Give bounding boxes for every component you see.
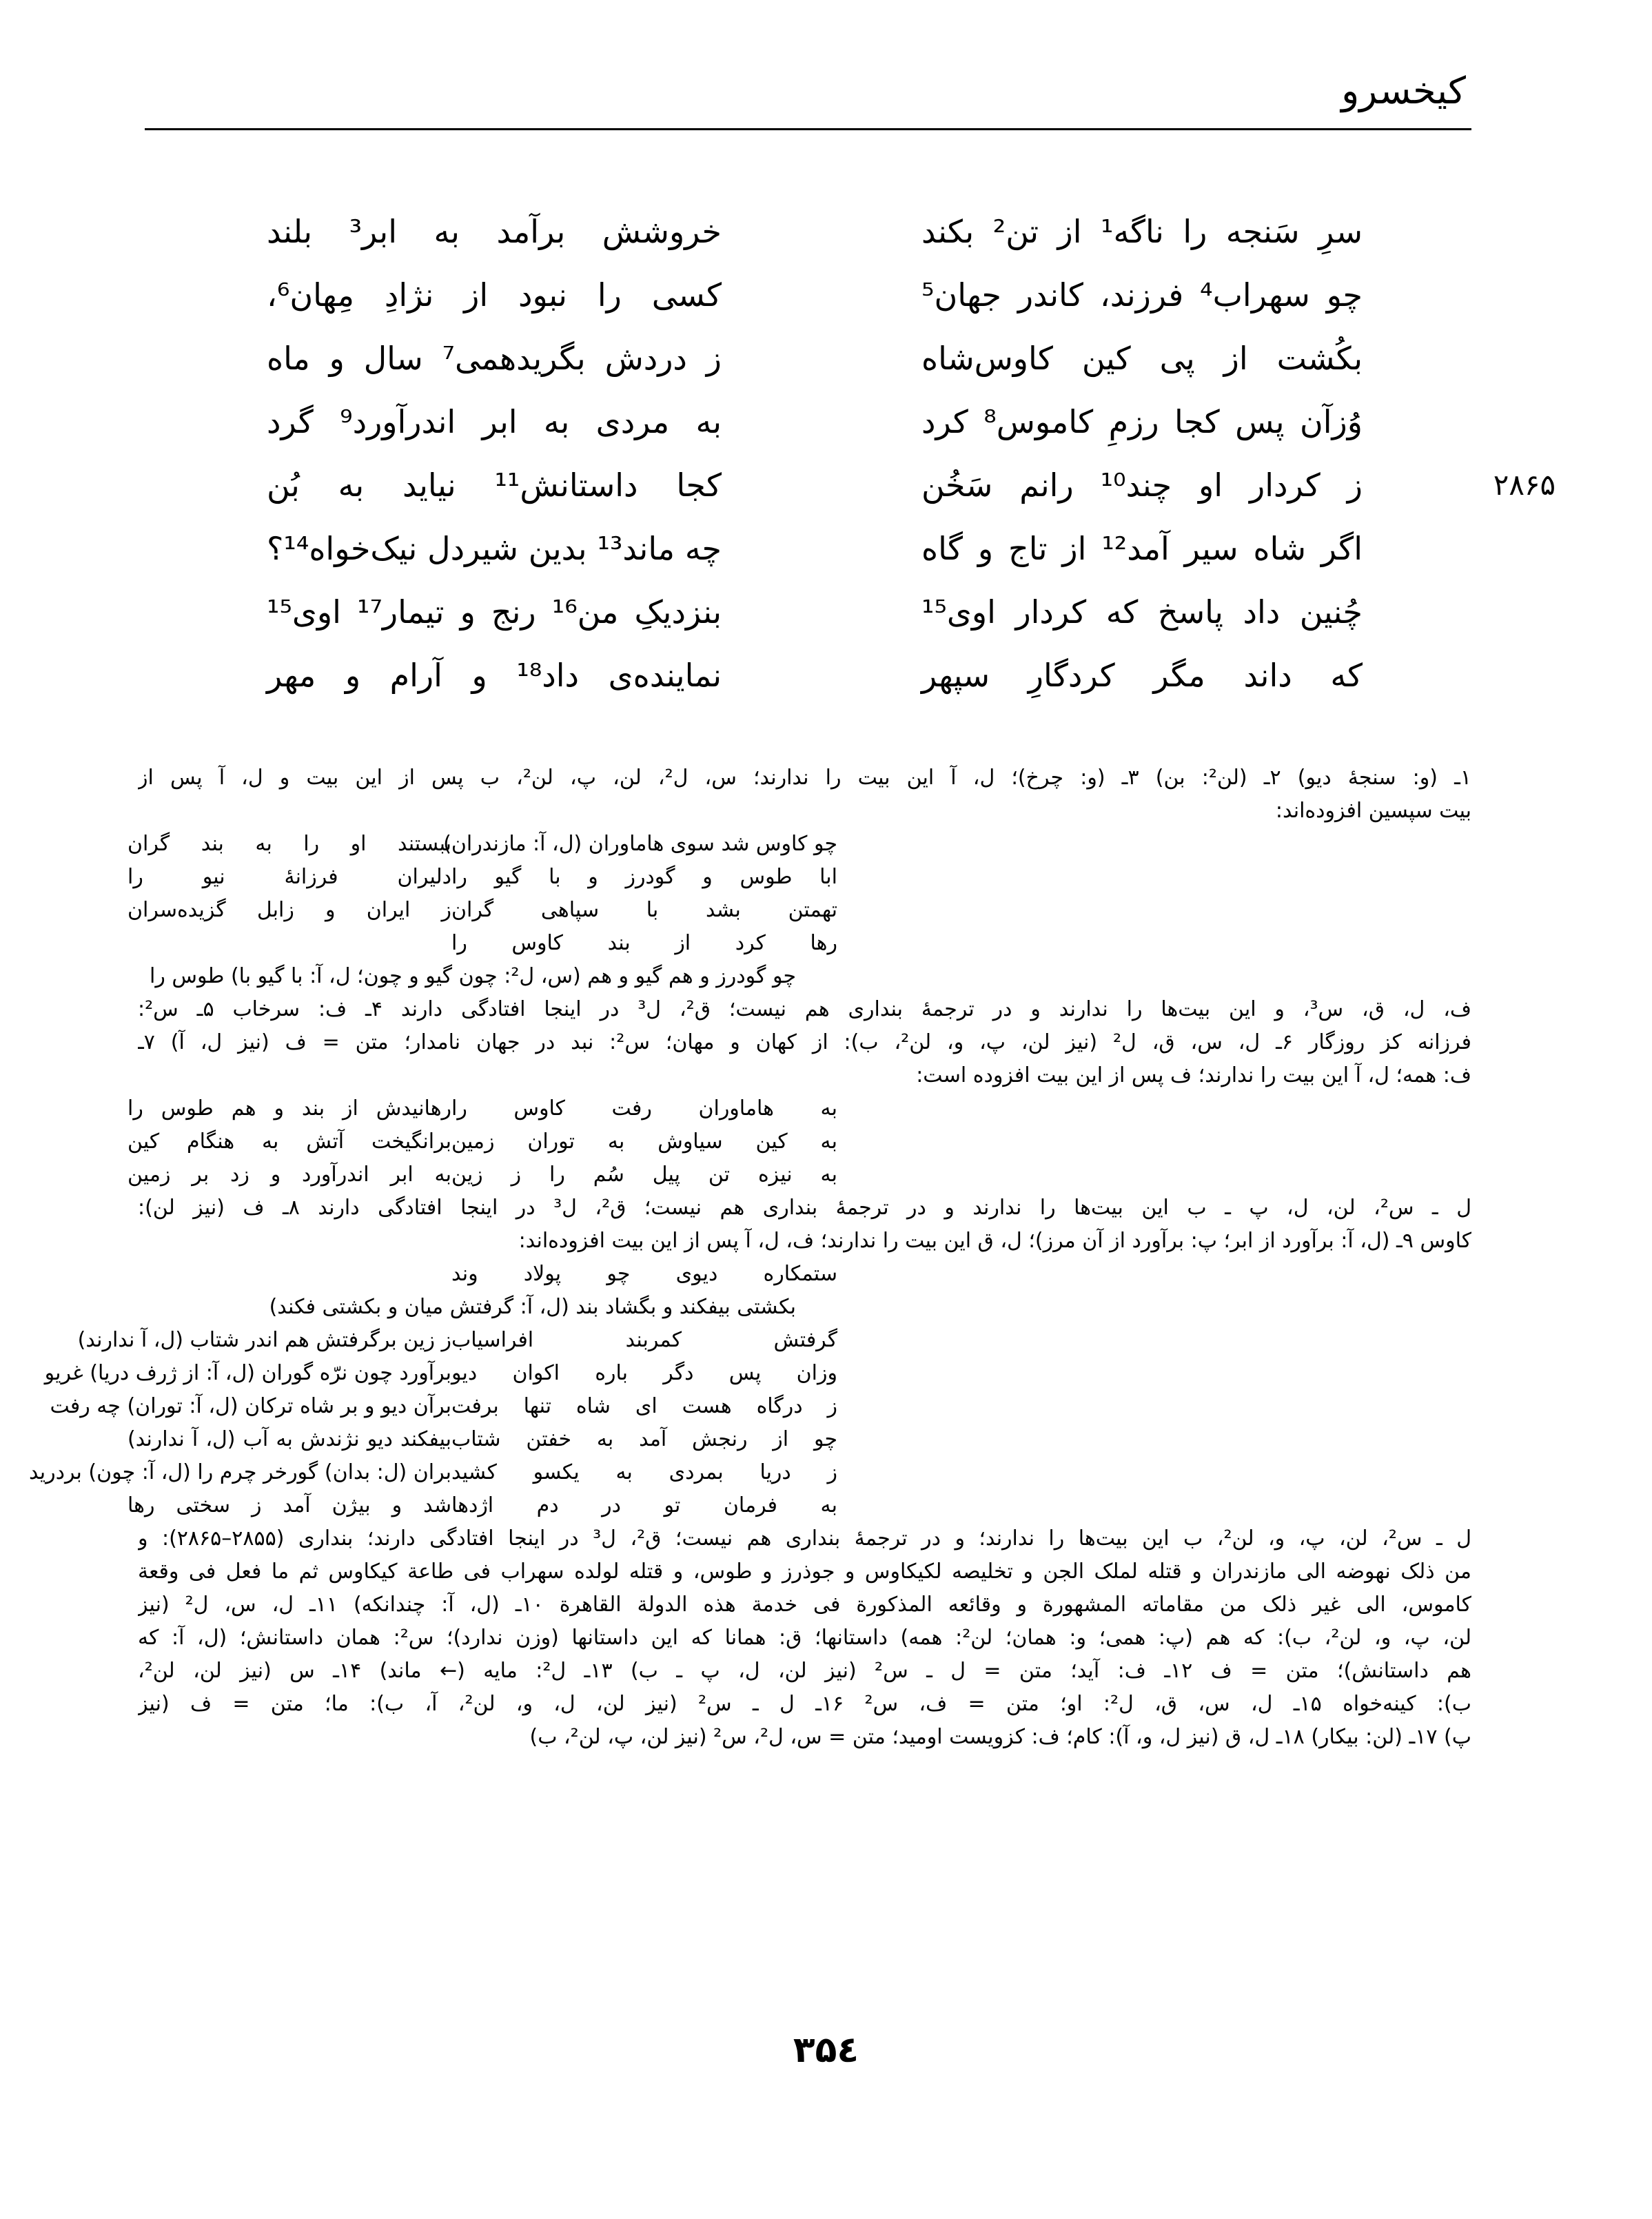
- couplet-first-half: تهمتن بشد با سپاهی گران: [451, 898, 837, 922]
- couplet-second-half: ز ایران و زابل گزیده‌سران: [128, 898, 451, 922]
- verse-hemistich-left: چه ماند¹³ بدین شیردل نیک‌خواه¹⁴؟: [267, 530, 722, 567]
- footnote-line: هم داستانش)؛ متن = ف ۱۲ـ ف: آید؛ متن = ل ـ س² (نیز لن، ل، پ ـ ب) ۱۳ـ ل²: مایه (← ماند) ۱۴ـ س (نیز لن، لن²،: [138, 1659, 1471, 1683]
- verse-row: [260, 327, 1445, 390]
- footnote-line: ل ـ س²، لن، پ، و، لن²، ب این بیت‌ها را ندارند؛ و در ترجمهٔ بنداری هم نیست؛ ق²، ل³ در اینجا افتادگی دارند؛ بنداری (۲۸۵۵–۲۸۶۵): و: [138, 1526, 1471, 1551]
- footnote-couplet: [128, 1092, 1471, 1125]
- footnotes-section: [29, 761, 1471, 1754]
- couplet-first-half: چو کاوس شد سوی هاماوران (ل، آ: مازندران): [443, 832, 837, 856]
- couplet-first-half: ز دریا بمردی به یکسو کشید: [451, 1460, 837, 1484]
- footnote-line: بیت سپسین افزوده‌اند:: [1275, 799, 1471, 823]
- footnote-line: ف: همه؛ ل، آ این بیت را ندارند؛ ف پس از این بیت افزوده است:: [916, 1063, 1471, 1087]
- verse-hemistich-left: ز دردش بگریدهمی⁷ سال و ماه: [267, 340, 722, 377]
- footnote-line: فرزانه کز روزگار ۶ـ ل، س، ق، ل² (نیز لن، پ، و، لن²، ب): از کهان و مهان؛ س²: نبد در جهان نامدار؛ متن = ف (نیز ل، آ) ۷ـ: [138, 1030, 1471, 1054]
- footnote-couplet: [128, 861, 1471, 894]
- couplet-second-half: دلیران فرزانهٔ نیو را: [128, 865, 451, 889]
- footnote-line: ب): کینه‌خواه ۱۵ـ ل، س، ق، ل²: او؛ متن = ف، س² ۱۶ـ ل ـ س² (نیز لن، ل، و، لن²، آ، ب): ما؛ متن = ف (نیز: [138, 1692, 1471, 1716]
- verse-hemistich-left: نماینده‌ی داد¹⁸ و آرام و مهر: [267, 657, 722, 694]
- verse-hemistich-left: به مردی به ابر اندرآورد⁹ گرد: [267, 403, 722, 440]
- couplet-first-half: ابا طوس و گودرز و با گیو را: [451, 865, 837, 889]
- verse-hemistich-left: کسی را نبود از نژادِ مِهان⁶،: [267, 276, 722, 314]
- verse-hemistich-left: بنزدیکِ من¹⁶ رنج و تیمار¹⁷ اوی¹⁵: [267, 593, 722, 631]
- footnote-couplet: [77, 1324, 1471, 1357]
- verse-row: [260, 263, 1445, 327]
- footnote-couplet: [128, 1158, 1471, 1192]
- footnote-couplet: [128, 894, 1471, 927]
- couplet-variant-line: چو گودرز و هم گیو و هم (س، ل²: چون گیو و چون؛ ل، آ: با گیو با) طوس را: [150, 964, 796, 988]
- verse-hemistich-right: چو سهراب⁴ فرزند، کاندر جهان⁵: [921, 276, 1363, 314]
- footnote-couplet: [138, 1258, 1471, 1291]
- running-title: کیخسرو: [1341, 69, 1466, 112]
- verse-row: [260, 200, 1445, 263]
- couplet-first-half: به کین سیاوش به توران زمین: [451, 1129, 837, 1154]
- footnote-couplet: [128, 1489, 1471, 1522]
- footnote-couplet: [128, 1125, 1471, 1158]
- footnote-line: لن، پ، و، لن²، ب): که هم (پ: همی؛ و: همان؛ لن²: همه) داستانها؛ ق: همانا که این داستانها (وزن ندارد)؛ س²: همان داستانش؛ (ل، آ: که: [138, 1626, 1471, 1650]
- couplet-second-half: برآن دیو و بر شاه ترکان (ل، آ: توران) چه رفت: [50, 1394, 451, 1418]
- footnote-couplet: [44, 1357, 1471, 1390]
- verse-hemistich-right: اگر شاه سیر آمد¹² از تاج و گاه: [921, 530, 1363, 567]
- couplet-first-half: چو از رنجش آمد به خفتن شتاب: [451, 1427, 837, 1451]
- verse-row: [260, 453, 1556, 517]
- footnote-couplet: [128, 1423, 1471, 1456]
- header-rule: [145, 128, 1471, 130]
- verse-hemistich-right: که داند مگر کردگارِ سپهر: [921, 657, 1363, 694]
- footnote-couplet: [128, 828, 1471, 861]
- verse-hemistich-right: ز کردار او چند¹⁰ رانم سَخُن: [921, 467, 1363, 504]
- footnote-couplet: [50, 1390, 1471, 1423]
- verse-hemistich-right: وُزآن پس کجا رزمِ کاموس⁸ کرد: [921, 403, 1363, 440]
- couplet-second-half: بران (ل: بدان) گورخر چرم را (ل، آ: چون) بردرید: [29, 1460, 451, 1484]
- couplet-second-half: ببستند او را به بند گران: [128, 832, 451, 856]
- couplet-variant-line: بکشتی بیفکند و بگشاد بند (ل، آ: گرفتش میان و بکشتی فکند): [269, 1295, 796, 1319]
- footnote-line: کاموس، الی غیر ذلک من مقاماته المشهورة و وقائعه المذکورة فی خدمة هذه الدولة القاهرة ۱۰ـ (ل، آ: چندانکه) ۱۱ـ ل، س، ل² (نیز: [138, 1593, 1471, 1617]
- couplet-second-half: شد و بیژن آمد ز سختی رها: [128, 1493, 451, 1517]
- footnote-line: من ذلک نهوضه الی مازندران و قتله لملک الجن و تخلیصه لکیکاوس و جوذرز و طوس، و قتله لولده سهراب فی طاعة کیکاوس ثم ما فعل فی وقعة: [138, 1560, 1471, 1584]
- verse-block: [260, 200, 1556, 707]
- verse-hemistich-left: کجا داستانش¹¹ نیاید به بُن: [267, 467, 722, 504]
- verse-line-number: ۲۸۶۵: [1493, 468, 1556, 502]
- footnote-couplet: [138, 927, 1471, 960]
- verse-row: [260, 580, 1445, 644]
- footnote-line: ل ـ س²، لن، ل، پ ـ ب این بیت‌ها را ندارند و در ترجمهٔ بنداری هم نیست؛ ق²، ل³ در اینجا افتادگی دارند ۸ـ ف (نیز لن):: [138, 1196, 1471, 1220]
- couplet-second-half: ز زین برگرفتش هم اندر شتاب (ل، آ ندارند): [77, 1328, 451, 1352]
- verse-hemistich-right: بکُشت از پی کین کاوس‌شاه: [921, 340, 1363, 377]
- page-number: ۳۵٤: [793, 2029, 859, 2071]
- couplet-first-half: به هاماوران رفت کاوس را: [451, 1096, 837, 1121]
- couplet-first-half: به نیزه تن پیل سُم را ز زین: [451, 1163, 837, 1187]
- footnote-couplet: [29, 1456, 1471, 1489]
- footnote-line: کاوس ۹ـ (ل، آ: برآورد از ابر؛ پ: برآورد از آن مرز)؛ ل، ق این بیت را ندارند؛ ف، ل، آ پس از این بیت افزوده‌اند:: [518, 1229, 1471, 1253]
- footnote-line: ۱ـ (و: سنجهٔ دیو) ۲ـ (لن²: بن) ۳ـ (و: چرخ)؛ ل، آ این بیت را ندارند؛ س، ل²، لن، پ، لن²، ب پس از این بیت و ل، آ پس از: [138, 766, 1471, 790]
- verse-hemistich-right: چُنین داد پاسخ که کردار اوی¹⁵: [921, 593, 1363, 631]
- verse-row: [260, 644, 1445, 707]
- couplet-second-half: رهانیدش از بند و هم طوس را: [128, 1096, 451, 1121]
- couplet-second-half: بیفکند دیو نژندش به آب (ل، آ ندارند): [128, 1427, 451, 1451]
- footnote-couplet: [138, 960, 1471, 993]
- verse-row: [260, 390, 1445, 453]
- couplet-first-half: ستمکاره دیوی چو پولاد وند: [451, 1262, 837, 1286]
- couplet-first-half: به فرمان تو در دم اژدها: [451, 1493, 837, 1517]
- footnote-line: ف، ل، ق، س³، و این بیت‌ها را ندارند و در ترجمهٔ بنداری هم نیست؛ ق²، ل³ در اینجا افتادگی دارند ۴ـ ف: سرخاب ۵ـ س²:: [138, 997, 1471, 1021]
- verse-hemistich-left: خروشش برآمد به ابر³ بلند: [267, 213, 722, 250]
- verse-row: [260, 517, 1445, 580]
- couplet-first-half: رها کرد از بند کاوس را: [451, 931, 837, 955]
- verse-hemistich-right: سرِ سَنجه را ناگه¹ از تن² بکند: [921, 213, 1363, 250]
- couplet-second-half: به ابر اندرآورد و زد بر زمین: [128, 1163, 451, 1187]
- footnote-couplet: [138, 1291, 1471, 1324]
- couplet-first-half: وزان پس دگر باره اکوان دیو: [451, 1361, 837, 1385]
- footnote-line: پ) ۱۷ـ (لن: بیکار) ۱۸ـ ل، ق (نیز ل، و، آ): کام؛ ف: کزویست اومید؛ متن = س، ل²، س² (نیز لن، پ، لن²، ب): [529, 1725, 1471, 1749]
- couplet-first-half: گرفتش کمربند افراسیاب: [451, 1328, 837, 1352]
- couplet-first-half: ز درگاه هست ای شاه تنها برفت: [451, 1394, 837, 1418]
- couplet-second-half: برآورد چون نرّه گوران (ل، آ: از ژرف دریا) غریو: [44, 1361, 451, 1385]
- couplet-second-half: برانگیخت آتش به هنگام کین: [128, 1129, 451, 1154]
